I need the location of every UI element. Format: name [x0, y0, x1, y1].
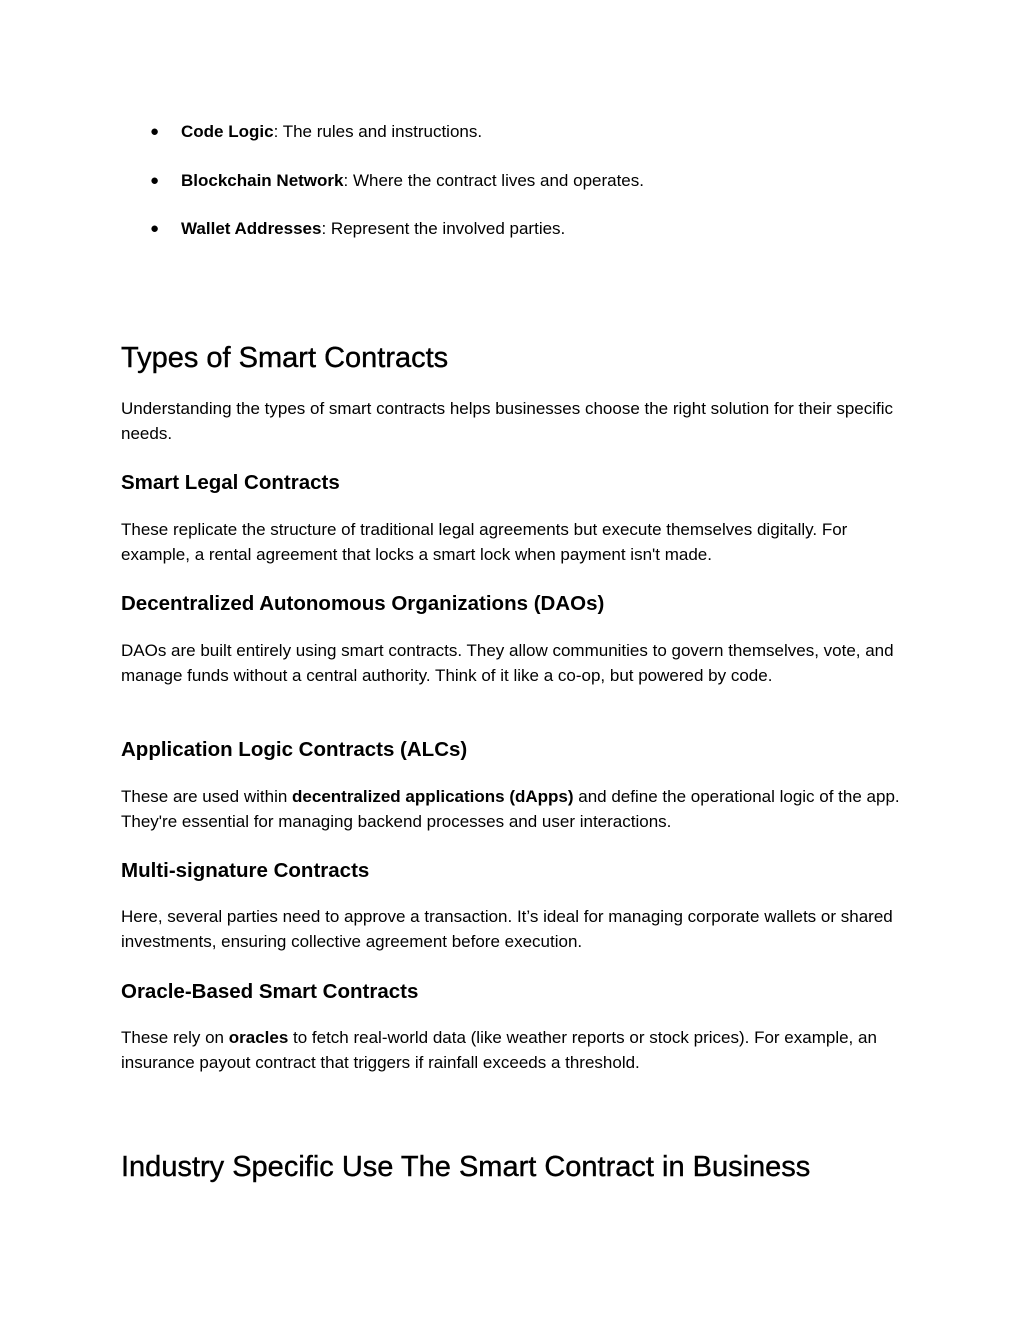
bullet-text — [181, 120, 482, 144]
oracle-body-text: These rely on — [121, 1028, 229, 1047]
alcs-heading: Application Logic Contracts (ALCs) — [121, 738, 468, 761]
oracle-heading: Oracle-Based Smart Contracts — [121, 980, 419, 1003]
oracle-body-emphasis: oracles — [228, 1028, 289, 1047]
daos-body: DAOs are built entirely using smart contracts. They allow communities to govern themselves, vote, and manage funds without a central authority. Think of it like a co-op, but powered by code. — [121, 641, 894, 685]
bullet-text — [181, 169, 644, 193]
smart-legal-heading: Smart Legal Contracts — [121, 471, 340, 494]
alcs-body-text: These are used within — [121, 787, 293, 806]
bullet-icon: ● — [150, 220, 160, 237]
bullet-description: : The rules and instructions. — [273, 122, 483, 141]
oracle-body-text-end: to fetch real-world data (like weather reports or stock prices). For example, an insurance payout contract that triggers if rainfall exceeds a threshold. — [121, 1028, 877, 1072]
bullet-description: : Represent the involved parties. — [321, 219, 566, 238]
bullet-text — [181, 217, 565, 241]
types-section-intro: Understanding the types of smart contracts helps businesses choose the right solution for their specific needs. — [121, 399, 894, 443]
alcs-body-text-end: and define the operational logic of the app. They're essential for managing backend processes and user interactions. — [121, 787, 900, 831]
multisig-heading: Multi-signature Contracts — [121, 859, 370, 882]
alcs-body-emphasis: decentralized applications (dApps) — [292, 787, 574, 806]
smart-legal-body: These replicate the structure of traditional legal agreements but execute themselves digitally. For example, a rental agreement that locks a smart lock when payment isn't made. — [121, 520, 848, 564]
multisig-body: Here, several parties need to approve a transaction. It’s ideal for managing corporate wallets or shared investments, ensuring collective agreement before execution. — [121, 907, 893, 951]
industry-section-heading: Industry Specific Use The Smart Contract in Business — [121, 1151, 811, 1183]
types-section-heading: Types of Smart Contracts — [121, 342, 449, 374]
alcs-body — [121, 785, 911, 834]
oracle-body — [121, 1026, 911, 1075]
bullet-description: : Where the contract lives and operates. — [343, 170, 644, 190]
bullet-icon: ● — [150, 123, 160, 140]
bullet-term: Wallet Addresses — [181, 219, 322, 238]
daos-heading: Decentralized Autonomous Organizations (DAOs) — [121, 592, 605, 615]
bullet-icon: ● — [150, 171, 160, 189]
bullet-term: Code Logic — [181, 122, 274, 141]
bullet-term: Blockchain Network — [181, 170, 344, 190]
